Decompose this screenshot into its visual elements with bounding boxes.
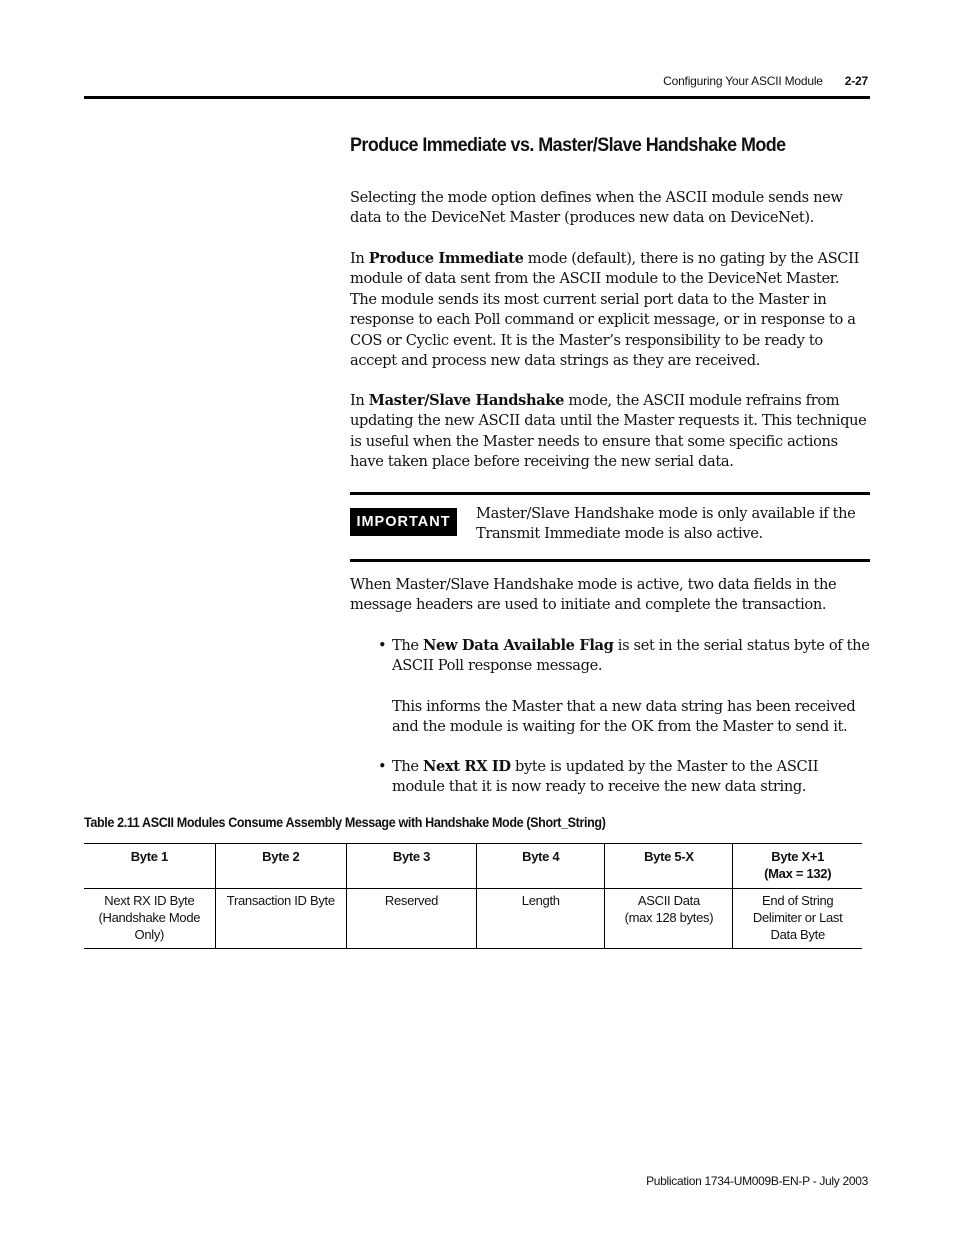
term-master-slave: Master/Slave Handshake: [368, 392, 565, 409]
consume-assembly-table: [84, 843, 862, 949]
header-cell: [84, 844, 215, 889]
intro-paragraph: Selecting the mode option defines when the ASCII module sends new data to the DeviceNet Master (produces new data on DeviceNet).: [350, 189, 843, 227]
header-line: Byte 2: [262, 849, 300, 864]
prefix: In: [350, 392, 369, 409]
term-next-rx-id: Next RX ID: [423, 758, 511, 775]
table-cell: [84, 889, 215, 949]
prefix: The: [392, 637, 424, 654]
section-title: Produce Immediate vs. Master/Slave Handshake Mode: [350, 134, 786, 156]
cell-line: Only): [134, 927, 165, 942]
table-caption: Table 2.11 ASCII Modules Consume Assembly Message with Handshake Mode (Short_String): [84, 815, 606, 830]
master-slave-paragraph: [350, 391, 870, 473]
table-cell: [215, 889, 346, 949]
body-text: mode (default), there is no gating by the ASCII module of data sent from the ASCII module to the DeviceNet Master. The module sends its most current serial port data to the Master in response to each Poll command or explicit message, or in response to a COS or Cyclic event. It is the Master’s responsibility to be ready to accept and process new data strings as they are received.: [350, 250, 859, 370]
cell-line: Transaction ID Byte: [226, 893, 335, 908]
header-cell: [605, 844, 733, 889]
table-cell: [346, 889, 476, 949]
term-new-data-flag: New Data Available Flag: [423, 637, 614, 654]
header-line: Byte 3: [392, 849, 431, 864]
prefix: In: [350, 250, 369, 267]
important-label: IMPORTANT: [350, 508, 457, 536]
header-cell: [346, 844, 476, 889]
header-line: Byte 4: [522, 849, 560, 864]
cell-line: Next RX ID Byte: [104, 893, 195, 908]
page-number: 2-27: [844, 74, 868, 88]
cell-line: End of String: [762, 893, 834, 908]
cell-line: Delimiter or Last: [752, 910, 843, 925]
bullet-item: [378, 757, 870, 798]
chapter-title: Configuring Your ASCII Module: [663, 74, 823, 88]
important-text: Master/Slave Handshake mode is only available if the Transmit Immediate mode is also active.: [476, 505, 856, 543]
cell-line: Length: [521, 893, 560, 908]
bullet-icon: •: [378, 637, 387, 654]
table-row: [84, 889, 862, 949]
header-line: Byte 1: [130, 849, 168, 864]
bullet-text: [392, 636, 870, 677]
body-text: is set in the serial status byte of the ASCII Poll response message.: [392, 637, 870, 675]
bullet-icon: •: [378, 758, 387, 775]
publication-footer: Publication 1734-UM009B-EN-P - July 2003: [646, 1174, 868, 1188]
produce-immediate-paragraph: [350, 249, 870, 371]
fields-intro-paragraph: When Master/Slave Handshake mode is active, two data fields in the message headers are used to initiate and complete the transaction.: [350, 576, 837, 614]
header-cell: [477, 844, 605, 889]
bullet-note: This informs the Master that a new data string has been received and the module is waiting for the OK from the Master to send it.: [392, 698, 856, 736]
header-rule: [84, 96, 870, 99]
table-cell: [477, 889, 605, 949]
cell-line: ASCII Data: [637, 893, 700, 908]
body-text: mode, the ASCII module refrains from updating the new ASCII data until the Master requests it. This technique is useful when the Master needs to ensure that some specific actions have taken place before receiving the new serial data.: [350, 392, 867, 471]
cell-line: (Handshake Mode: [98, 910, 201, 925]
body-text: byte is updated by the Master to the ASCII module that it is now ready to receive the new data string.: [392, 758, 819, 796]
main-content: [350, 134, 870, 796]
cell-line: Data Byte: [770, 927, 825, 942]
table-cell: [733, 889, 862, 949]
header-cell: [215, 844, 346, 889]
bullet-item: [378, 636, 870, 677]
running-header: [663, 74, 868, 88]
important-callout: [350, 492, 870, 562]
table-cell: [605, 889, 733, 949]
header-line: (Max = 132): [764, 866, 832, 881]
term-produce-immediate: Produce Immediate: [368, 250, 524, 267]
table-header-row: [84, 844, 862, 889]
header-line: Byte 5-X: [644, 849, 694, 864]
header-cell: [733, 844, 862, 889]
cell-line: (max 128 bytes): [624, 910, 714, 925]
prefix: The: [392, 758, 424, 775]
cell-line: Reserved: [384, 893, 439, 908]
bullet-text: [392, 757, 870, 798]
header-line: Byte X+1: [771, 849, 825, 864]
